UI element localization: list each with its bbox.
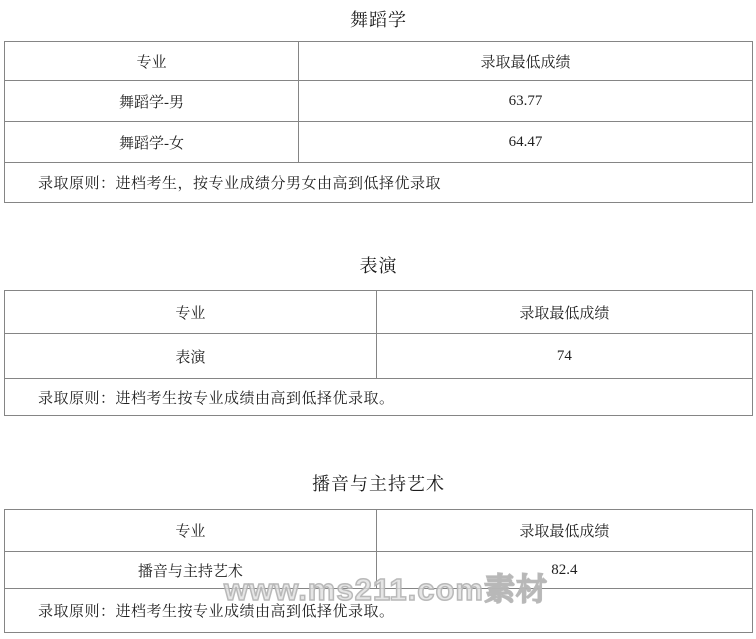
column-header-min-score: 录取最低成绩 (376, 291, 752, 334)
section-title-performance: 表演 (359, 256, 398, 276)
column-header-major: 专业 (5, 42, 299, 81)
score-cell: 82.4 (376, 552, 752, 589)
admission-note: 录取原则：进档考生按专业成绩由高到低择优录取。 (5, 589, 753, 633)
table-header-row (5, 291, 753, 334)
table-row (5, 552, 753, 589)
table-row (5, 81, 753, 122)
table-row (5, 334, 753, 379)
dance-score-table (4, 41, 753, 203)
score-cell: 63.77 (298, 81, 752, 122)
table-header-row (5, 42, 753, 81)
section-title-dance: 舞蹈学 (350, 10, 407, 30)
column-header-major: 专业 (5, 510, 377, 552)
table-header-row (5, 510, 753, 552)
performance-score-table (4, 290, 753, 416)
section-title-broadcasting: 播音与主持艺术 (312, 474, 445, 494)
admission-note: 录取原则：进档考生按专业成绩由高到低择优录取。 (5, 379, 753, 416)
column-header-min-score: 录取最低成绩 (298, 42, 752, 81)
admission-note-row (5, 379, 753, 416)
score-cell: 74 (376, 334, 752, 379)
score-cell: 64.47 (298, 122, 752, 163)
major-cell: 舞蹈学-女 (5, 122, 299, 163)
admission-note-row (5, 589, 753, 633)
column-header-min-score: 录取最低成绩 (376, 510, 752, 552)
table-row (5, 122, 753, 163)
admission-note: 录取原则：进档考生，按专业成绩分男女由高到低择优录取 (5, 163, 753, 203)
major-cell: 播音与主持艺术 (5, 552, 377, 589)
column-header-major: 专业 (5, 291, 377, 334)
admission-note-row (5, 163, 753, 203)
site-watermark: www.ms211.com素材 (224, 572, 548, 607)
major-cell: 表演 (5, 334, 377, 379)
broadcasting-score-table (4, 509, 753, 633)
major-cell: 舞蹈学-男 (5, 81, 299, 122)
